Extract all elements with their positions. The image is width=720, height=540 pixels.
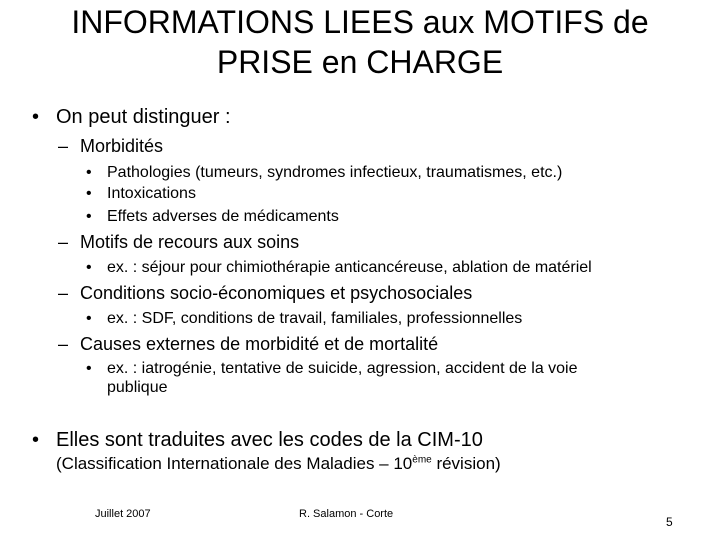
title-line-2: PRISE en CHARGE [216, 44, 504, 80]
list-item-text: Pathologies (tumeurs, syndromes infectieux, traumatismes, etc.) [107, 164, 563, 181]
conclusion-subtext-start: (Classification Internationale des Maladies – 10 [56, 454, 413, 473]
group-heading-text: Causes externes de morbidité et de mortalité [80, 334, 439, 354]
bullet-marker: • [86, 360, 92, 377]
group-heading-text: Motifs de recours aux soins [80, 232, 300, 252]
page-number: 5 [666, 515, 673, 529]
list-item-text: publique [107, 379, 168, 396]
list-item-text: ex. : iatrogénie, tentative de suicide, agression, accident de la voie [107, 360, 578, 377]
bullet-marker: • [86, 310, 92, 327]
bullet-marker: • [86, 185, 92, 202]
title-line-1: INFORMATIONS LIEES aux MOTIFS de [71, 4, 649, 40]
bullet-marker: • [32, 429, 40, 451]
dash-marker: – [58, 334, 69, 354]
dash-marker: – [58, 232, 69, 252]
intro-text: On peut distinguer : [56, 106, 231, 128]
conclusion-subtext-end: révision) [431, 454, 501, 473]
bullet-marker: • [86, 259, 92, 276]
list-item-text: ex. : SDF, conditions de travail, familiales, professionnelles [107, 310, 523, 327]
footer-author: R. Salamon - Corte [299, 508, 394, 520]
bullet-marker: • [86, 208, 92, 225]
group-heading-text: Morbidités [80, 136, 164, 156]
conclusion-subtext [56, 453, 501, 474]
group-heading-text: Conditions socio-économiques et psychosociales [80, 283, 473, 303]
ordinal-superscript: ème [412, 454, 432, 466]
conclusion-text: Elles sont traduites avec les codes de la CIM-10 [56, 429, 483, 451]
bullet-marker: • [32, 106, 40, 128]
footer-date: Juillet 2007 [95, 508, 151, 520]
dash-marker: – [58, 283, 69, 303]
slide-title [0, 2, 720, 82]
list-item-text: Effets adverses de médicaments [107, 208, 339, 225]
bullet-marker: • [86, 164, 92, 181]
list-item-text: ex. : séjour pour chimiothérapie anticancéreuse, ablation de matériel [107, 259, 592, 276]
list-item-text: Intoxications [107, 185, 196, 202]
dash-marker: – [58, 136, 69, 156]
